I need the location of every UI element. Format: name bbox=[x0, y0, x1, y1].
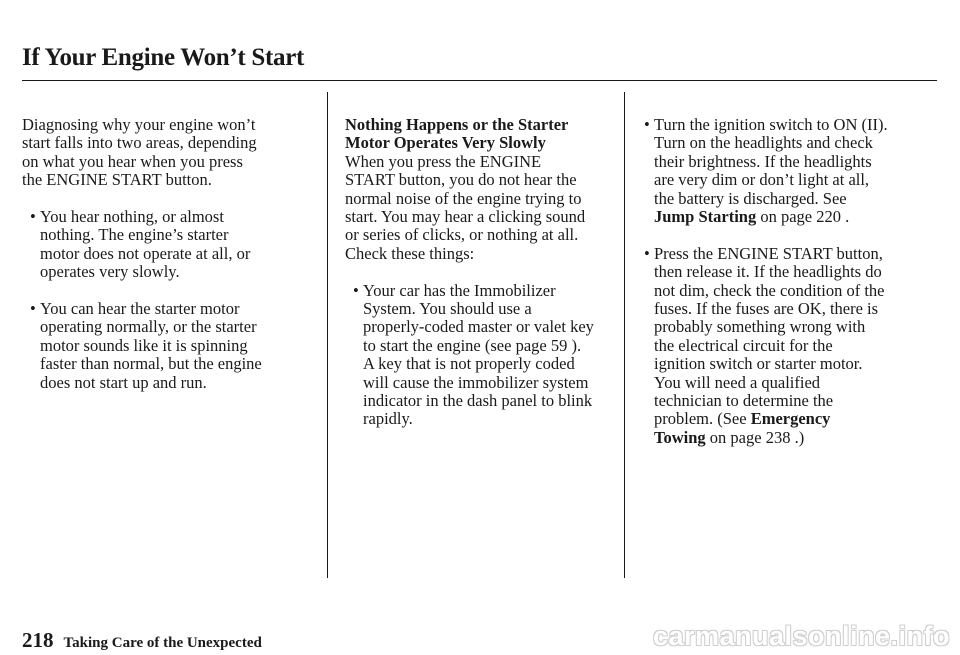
bullet-hear-starter: • You can hear the starter motor operating normally, or the starter motor sounds like it is spinning faster than normal, but the engine does not start up and run. bbox=[30, 299, 262, 392]
column-divider-right bbox=[624, 92, 625, 578]
column-2 bbox=[345, 116, 620, 429]
header-rule bbox=[22, 80, 937, 81]
section-name: Taking Care of the Unexpected bbox=[63, 635, 262, 651]
bullet-immobilizer: • Your car has the Immobilizer System. You should use a properly-coded master or valet key to start the engine (see page 59 ). A key that is not properly coded will cause the immobilizer system indicator in the dash panel to blink rapidly. bbox=[353, 280, 594, 429]
column-1 bbox=[22, 116, 320, 392]
emergency-towing-ref: Emergency bbox=[750, 409, 831, 429]
intro-paragraph: Diagnosing why your engine won’t start falls into two areas, depending on what you hear when you press the ENGINE START button. bbox=[22, 115, 257, 190]
page-number: 218 bbox=[22, 628, 54, 652]
page-title: If Your Engine Won’t Start bbox=[22, 44, 305, 71]
emergency-towing-ref-cont: Towing bbox=[654, 427, 706, 447]
page-footer bbox=[22, 628, 262, 653]
column-divider-left bbox=[327, 92, 328, 578]
column-3 bbox=[636, 116, 941, 447]
bullet-icon: • bbox=[353, 280, 359, 300]
bullet-icon: • bbox=[644, 115, 650, 134]
section-body: When you press the ENGINE START button, you do not hear the normal noise of the engine trying to start. You may hear a clicking sound or series of clicks, or nothing at all. Check these things: bbox=[345, 151, 586, 263]
bullet-icon: • bbox=[30, 299, 36, 319]
bullet-icon: • bbox=[30, 207, 36, 227]
bullet-ignition-switch: • Turn the ignition switch to ON (II). Turn on the headlights and check their brightness. If the headlights are very dim or don’t light at all, the battery is discharged. See Jump Starting on page 220 . bbox=[644, 115, 888, 227]
jump-starting-ref: Jump Starting bbox=[654, 207, 757, 227]
section-heading: Nothing Happens or the Starter Motor Operates Very Slowly bbox=[345, 115, 569, 153]
bullet-icon: • bbox=[644, 243, 650, 263]
watermark: carmanualsonline.info bbox=[652, 621, 950, 651]
bullet-hear-nothing: • You hear nothing, or almost nothing. The engine’s starter motor does not operate at all, or operates very slowly. bbox=[30, 207, 251, 282]
bullet-engine-start-button: • Press the ENGINE START button, then release it. If the headlights do not dim, check the condition of the fuses. If the fuses are OK, there is probably something wrong with the electrical circuit for the ignition switch or starter motor. You will need a qualified technician to determine the problem. (See Emergency Towing on page 238 .) bbox=[644, 243, 885, 447]
